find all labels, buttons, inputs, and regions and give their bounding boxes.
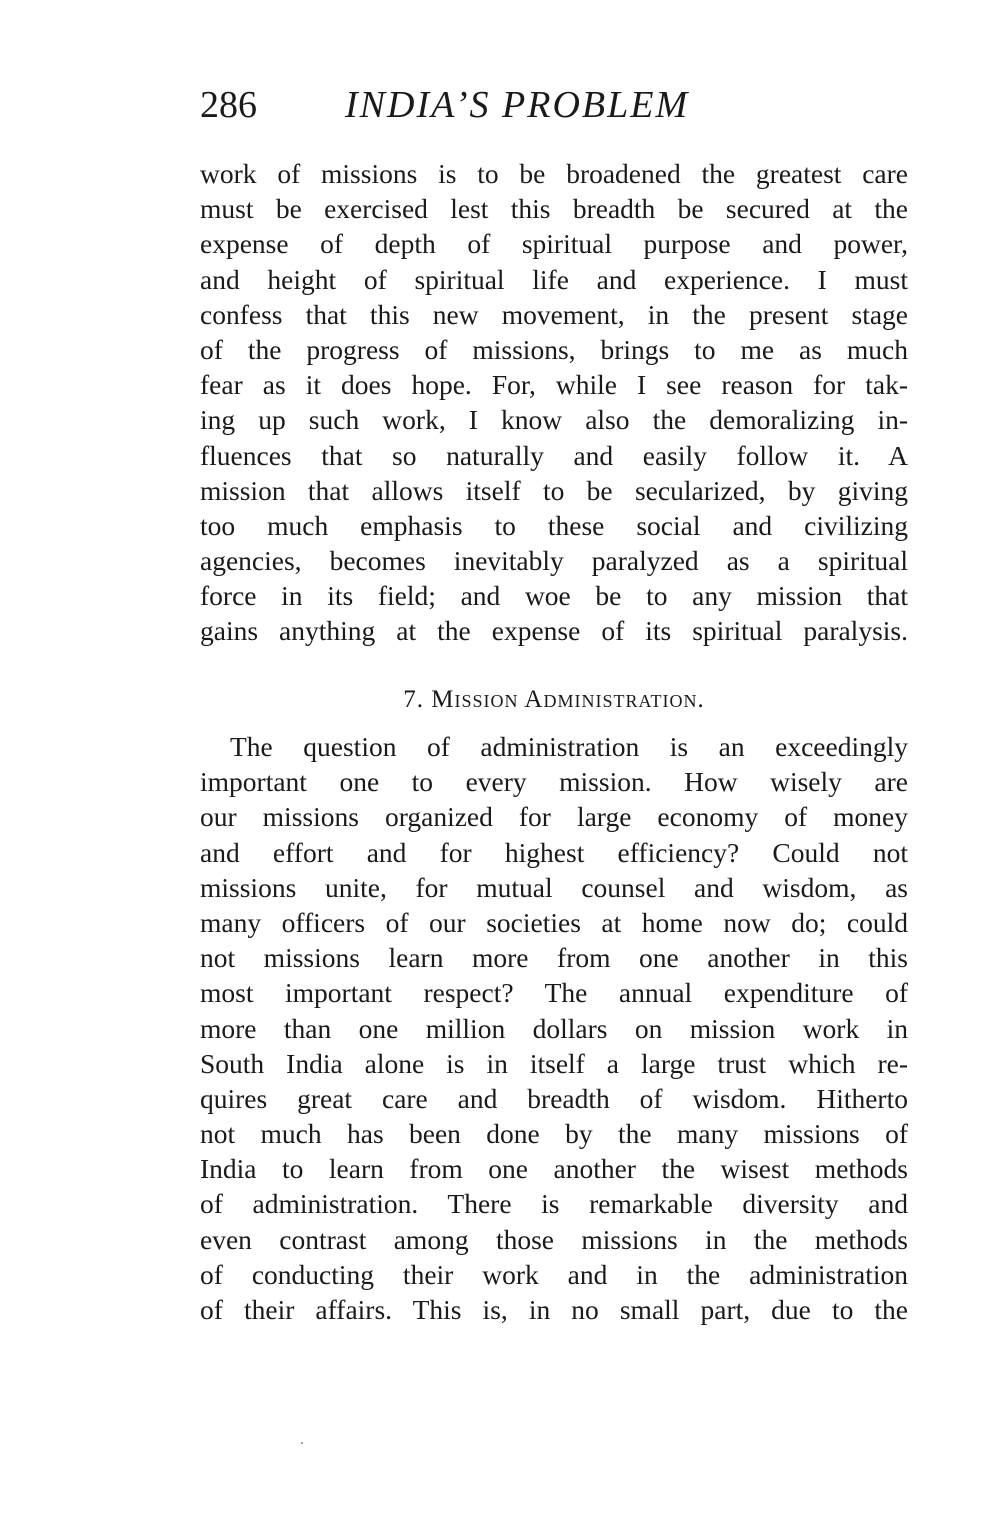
- text-line: work of missions is to be broadened the greatest care: [200, 158, 908, 189]
- text-line: fear as it does hope. For, while I see reason for tak-: [200, 369, 908, 401]
- text-line: India to learn from one another the wisest methods: [200, 1153, 908, 1185]
- text-line: expense of depth of spiritual purpose and power,: [200, 228, 908, 260]
- text-line: The question of administration is an exceedingly: [230, 731, 908, 762]
- text-line: most important respect? The annual expenditure of: [200, 977, 908, 1009]
- text-line: of conducting their work and in the administration: [200, 1258, 908, 1290]
- text-line: quires great care and breadth of wisdom. Hitherto: [200, 1082, 908, 1114]
- text-line: must be exercised lest this breadth be secured at the: [200, 193, 908, 225]
- text-line: and height of spiritual life and experience. I must: [200, 263, 908, 295]
- text-line: not missions learn more from one another in this: [200, 942, 908, 974]
- text-line: South India alone is in itself a large trust which re-: [200, 1047, 908, 1079]
- text-line: mission that allows itself to be secularized, by giving: [200, 474, 908, 506]
- text-line: even contrast among those missions in the methods: [200, 1223, 908, 1255]
- page-number: 286: [200, 84, 257, 126]
- text-line: many officers of our societies at home now do; could: [200, 906, 908, 938]
- text-line: not much has been done by the many missions of: [200, 1118, 908, 1150]
- section-heading: 7. Mission Administration.: [403, 686, 705, 713]
- text-line: fluences that so naturally and easily follow it. A: [200, 439, 908, 471]
- text-line: important one to every mission. How wisely are: [200, 766, 908, 798]
- text-line: agencies, becomes inevitably paralyzed as a spiritual: [200, 545, 908, 577]
- page-header: [200, 80, 920, 130]
- text-line: force in its field; and woe be to any mission that: [200, 580, 908, 612]
- text-line: ing up such work, I know also the demoralizing in-: [200, 404, 908, 436]
- text-line: of the progress of missions, brings to me as much: [200, 333, 908, 365]
- text-line: more than one million dollars on mission work in: [200, 1012, 908, 1044]
- text-line: and effort and for highest efficiency? Could not: [200, 836, 908, 868]
- text-line: gains anything at the expense of its spiritual paralysis.: [200, 615, 908, 647]
- text-line: confess that this new movement, in the present stage: [200, 298, 908, 330]
- text-line: of their affairs. This is, in no small part, due to the: [200, 1294, 908, 1325]
- paragraph-mission-administration: [200, 729, 908, 1327]
- text-line: our missions organized for large economy of money: [200, 801, 908, 833]
- text-line: of administration. There is remarkable diversity and: [200, 1188, 908, 1220]
- text-line: too much emphasis to these social and civilizing: [200, 509, 908, 541]
- running-head: INDIA’S PROBLEM: [345, 84, 690, 126]
- paragraph-missions-breadth: [200, 156, 908, 649]
- text-line: missions unite, for mutual counsel and wisdom, as: [200, 871, 908, 903]
- scan-speck: [301, 1442, 303, 1444]
